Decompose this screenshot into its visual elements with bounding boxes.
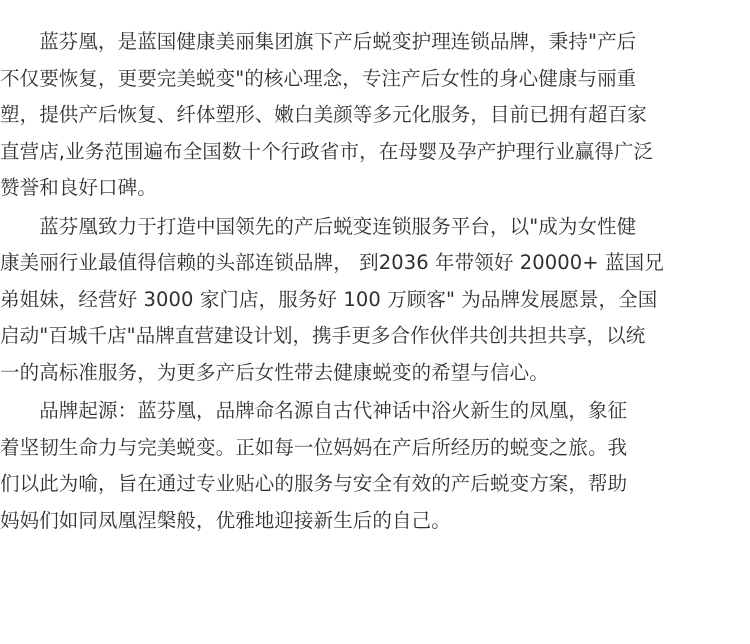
text-line: 不仅要恢复，更要完美蜕变"的核心理念，专注产后女性的身心健康与丽重 <box>0 66 637 90</box>
text-line: 着坚韧生命力与完美蜕变。正如每一位妈妈在产后所经历的蜕变之旅。我 <box>0 435 628 459</box>
text-line: 蓝芬凰致力于打造中国领先的产后蜕变连锁服务平台，以"成为女性健 <box>0 214 637 238</box>
text-line: 妈妈们如同凤凰涅槃般，优雅地迎接新生后的自己。 <box>0 508 451 532</box>
text-line: 蓝芬凰，是蓝国健康美丽集团旗下产后蜕变护理连锁品牌，秉持"产后 <box>0 30 637 53</box>
text-line: 赞誉和良好口碑。 <box>0 176 157 199</box>
paragraph-brand-origin <box>0 393 750 539</box>
text-line: 品牌起源：蓝芬凰，品牌命名源自古代神话中浴火新生的凤凰，象征 <box>0 399 628 422</box>
text-line: 康美丽行业最值得信赖的头部连锁品牌， 到2036 年带领好 20000+ 蓝国兄 <box>0 251 664 274</box>
text-line: 弟姐妹，经营好 3000 家门店，服务好 100 万顾客" 为品牌发展愿景，全国 <box>0 287 658 311</box>
text-line: 启动"百城千店"品牌直营建设计划，携手更多合作伙伴共创共担共享，以统 <box>0 324 646 347</box>
paragraph-brand-intro <box>0 24 750 207</box>
text-line: 一的高标准服务，为更多产后女性带去健康蜕变的希望与信心。 <box>0 360 549 384</box>
text-line: 直营店,业务范围遍布全国数十个行政省市，在母婴及孕产护理行业赢得广泛 <box>0 139 654 163</box>
article-body <box>0 24 750 539</box>
paragraph-brand-vision <box>0 209 750 392</box>
text-line: 们以此为喻，旨在通过专业贴心的服务与安全有效的产后蜕变方案，帮助 <box>0 472 628 495</box>
text-line: 塑，提供产后恢复、纤体塑形、嫩白美颜等多元化服务，目前已拥有超百家 <box>0 103 647 126</box>
